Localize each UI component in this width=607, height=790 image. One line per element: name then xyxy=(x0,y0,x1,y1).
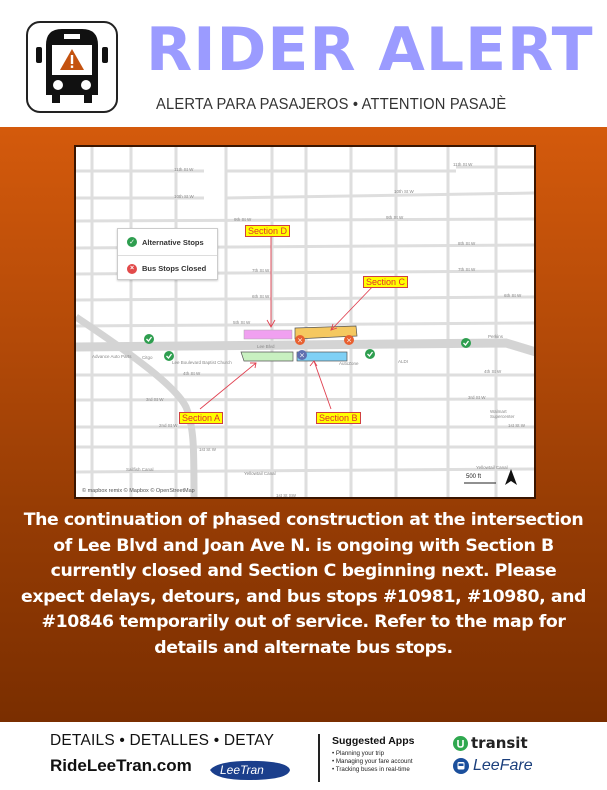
street-label: 1st St W xyxy=(199,447,217,452)
footer xyxy=(0,722,607,790)
leefare-app-link[interactable]: LeeFare xyxy=(453,757,533,775)
map-streets xyxy=(76,147,536,499)
footer-divider xyxy=(318,734,320,782)
street-label: 1st St W xyxy=(508,423,526,428)
svg-text:×: × xyxy=(297,336,303,345)
section-d-area xyxy=(244,330,292,339)
street-label: 7th St W xyxy=(252,268,270,273)
check-circle-icon: ✓ xyxy=(127,237,137,247)
place-label: Citgo xyxy=(142,355,153,360)
street-label: Yellowtail Canal xyxy=(476,465,508,470)
street-label: 4th St W xyxy=(183,371,201,376)
apps-list-item: • Planning your trip xyxy=(332,750,385,757)
x-circle-icon: × xyxy=(127,264,137,274)
north-arrow-icon xyxy=(505,469,517,485)
street-label: 4th St W xyxy=(484,369,502,374)
section-d-label: Section D xyxy=(245,225,290,237)
street-label: Lee Blvd xyxy=(257,344,275,349)
map-legend xyxy=(117,228,218,280)
leetran-logo xyxy=(208,758,292,787)
legend-bus-stops-closed: × Bus Stops Closed xyxy=(118,255,217,281)
section-a-label: Section A xyxy=(179,412,223,424)
header xyxy=(0,0,607,127)
place-label: AutoZone xyxy=(339,361,359,366)
page-subtitle: ALERTA PARA PASAJEROS • ATTENTION PASAJÈ xyxy=(156,96,507,113)
street-label: Sailfish Canal xyxy=(126,467,154,472)
page-title: RIDER ALERT xyxy=(146,15,594,85)
street-label: 3rd St W xyxy=(146,397,164,402)
street-label: 1st St SW xyxy=(276,493,297,498)
svg-text:×: × xyxy=(299,351,305,360)
place-label: Advance Auto Parts xyxy=(92,354,132,359)
transit-logo-icon xyxy=(453,736,468,751)
map-attribution: © mapbox remix © Mapbox © OpenStreetMap xyxy=(82,488,195,494)
street-label: 9th St W xyxy=(234,217,252,222)
street-label: 3rd St W xyxy=(468,395,486,400)
svg-text:×: × xyxy=(346,336,352,345)
apps-list-item: • Managing your fare account xyxy=(332,757,413,765)
details-label: DETAILS • DETALLES • DETAY xyxy=(50,732,275,749)
svg-text:LeeTran: LeeTran xyxy=(220,763,264,777)
apps-list-item: • Tracking buses in real-time xyxy=(332,765,410,773)
street-label: 10th St W xyxy=(174,194,194,199)
legend-alternative-stops: ✓ Alternative Stops xyxy=(118,229,217,255)
street-label: Yellowtail Canal xyxy=(244,471,276,476)
street-label: 10th St W xyxy=(394,189,414,194)
street-label: 6th St W xyxy=(252,294,270,299)
place-label: Walmart Supercenter xyxy=(490,409,515,419)
street-label: 7th St W xyxy=(458,267,476,272)
section-b-label: Section B xyxy=(316,412,361,424)
street-label: 8th St W xyxy=(458,241,476,246)
transit-app-link[interactable]: transit xyxy=(453,734,528,752)
place-label: Perkins xyxy=(488,334,504,339)
suggested-apps-list xyxy=(332,750,413,773)
place-label: ALDI xyxy=(398,359,409,364)
leefare-bus-icon xyxy=(453,758,469,774)
section-c-label: Section C xyxy=(363,276,408,288)
section-a-area xyxy=(241,352,293,361)
bus-alert-icon xyxy=(26,21,118,113)
street-label: 11th St W xyxy=(174,167,194,172)
alert-message: The continuation of phased construction at the intersection of Lee Blvd and Joan Ave N. is ongoing with Section B currently closed and Section C beginning next. Please expect delays, detours, and bus stops #10981, #10980, and #10846 temporarily out of service. Refer to the map for details and alternate bus stops. xyxy=(21,510,586,658)
detour-map xyxy=(74,145,536,499)
place-label: Lee Boulevard Baptist Church xyxy=(172,360,232,365)
website-link[interactable]: RideLeeTran.com xyxy=(50,756,192,775)
suggested-apps-title: Suggested Apps xyxy=(332,735,415,747)
street-label: 9th St W xyxy=(386,215,404,220)
street-label: 11th St W xyxy=(453,162,473,167)
scale-label: 500 ft xyxy=(466,474,482,480)
street-label: 6th St W xyxy=(504,293,522,298)
street-label: 2nd St W xyxy=(159,423,178,428)
street-label: 5th St W xyxy=(233,320,251,325)
